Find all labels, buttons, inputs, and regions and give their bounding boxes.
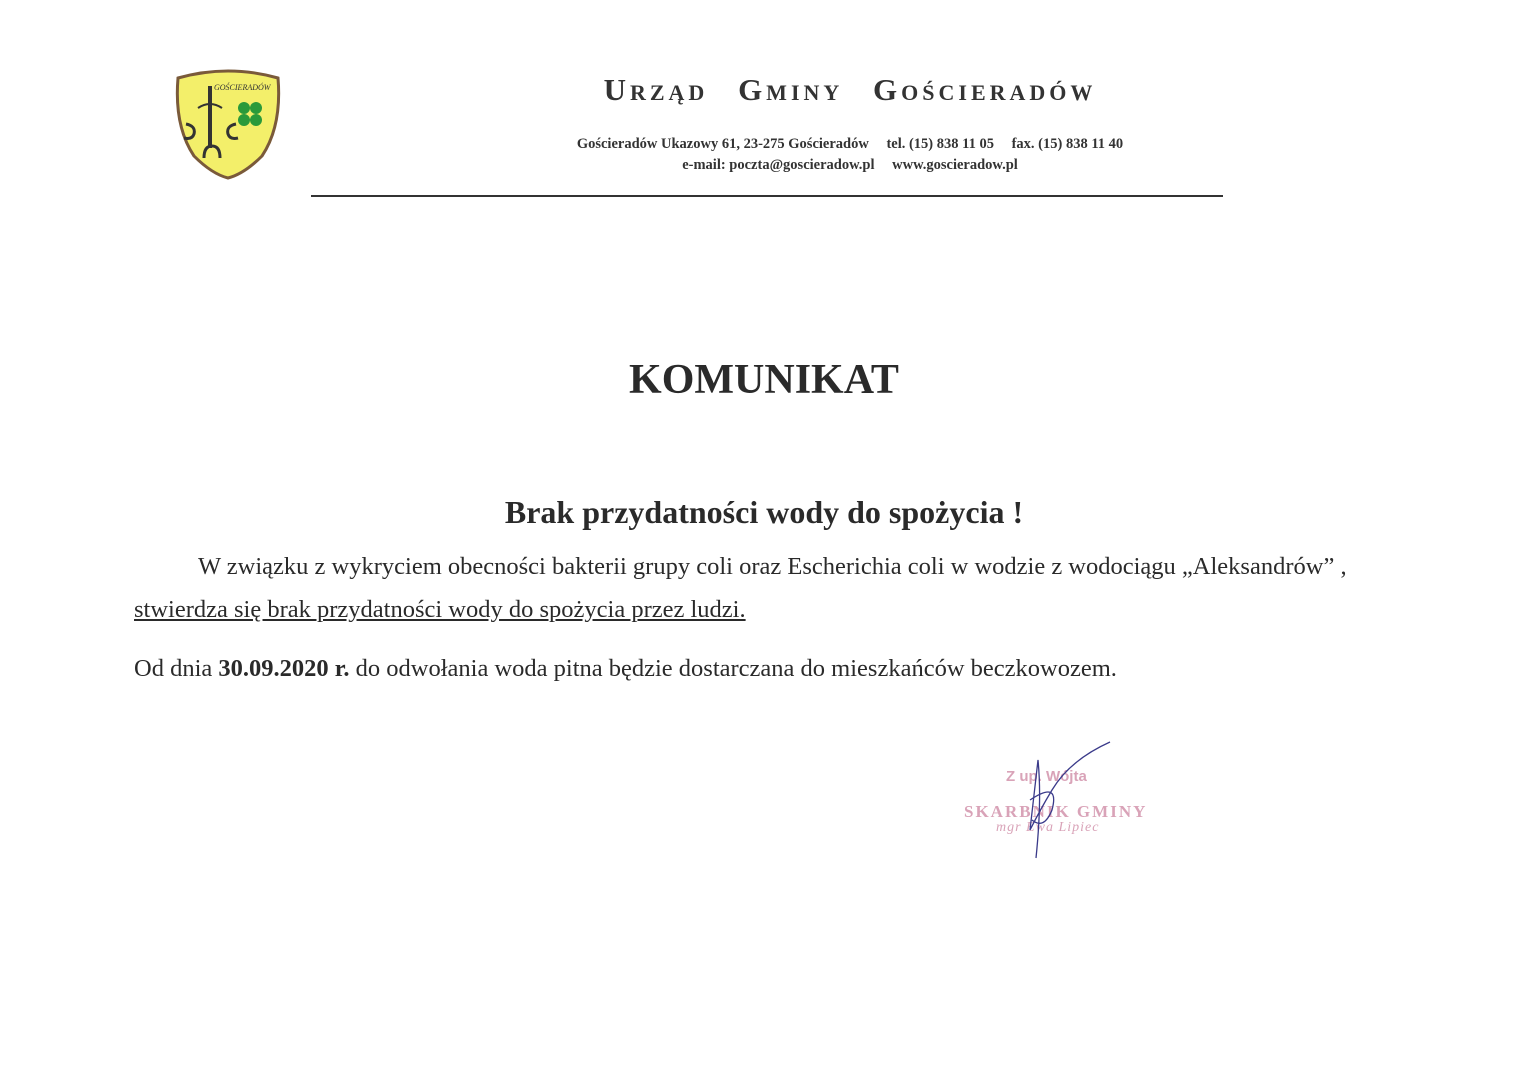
address-line: [440, 136, 1260, 153]
phone: tel. (15) 838 11 05: [886, 136, 994, 152]
paragraph-line-3: [134, 655, 1117, 683]
document-title: KOMUNIKAT: [629, 357, 899, 403]
paragraph-line-1: W związku z wykryciem obecności bakterii grupy coli oraz Escherichia coli w wodzie z wodociągu „Aleksandrów” ,: [198, 553, 1347, 580]
document-subtitle: Brak przydatności wody do spożycia !: [504, 494, 1024, 530]
email: e-mail: poczta@goscieradow.pl: [682, 157, 875, 173]
handwritten-signature: [960, 740, 1160, 870]
stamp-line-1: Z up. Wójta: [1006, 768, 1087, 785]
stamp-line-2: SKARBNIK GMINY: [964, 802, 1148, 821]
signature-stamp: [960, 740, 1160, 870]
stamp-line-3: mgr Ewa Lipiec: [996, 820, 1100, 835]
paragraph-line-2: stwierdza się brak przydatności wody do spożycia przez ludzi.: [134, 596, 746, 623]
svg-text:GOŚCIERADÓW: GOŚCIERADÓW: [214, 83, 271, 92]
line3-pre: Od dnia: [134, 655, 219, 682]
contact-line: [440, 157, 1260, 174]
coat-of-arms-logo: [172, 66, 284, 180]
fax: fax. (15) 838 11 40: [1011, 136, 1124, 152]
header-divider: [311, 195, 1223, 197]
organization-name: Urząd Gminy Gościeradów: [603, 72, 1097, 107]
website: www.goscieradow.pl: [892, 157, 1018, 173]
address: Gościeradów Ukazowy 61, 23-275 Gościeradów: [576, 136, 869, 152]
line3-post: do odwołania woda pitna będzie dostarczana do mieszkańców beczkowozem.: [349, 655, 1117, 682]
date: 30.09.2020 r.: [218, 655, 350, 682]
